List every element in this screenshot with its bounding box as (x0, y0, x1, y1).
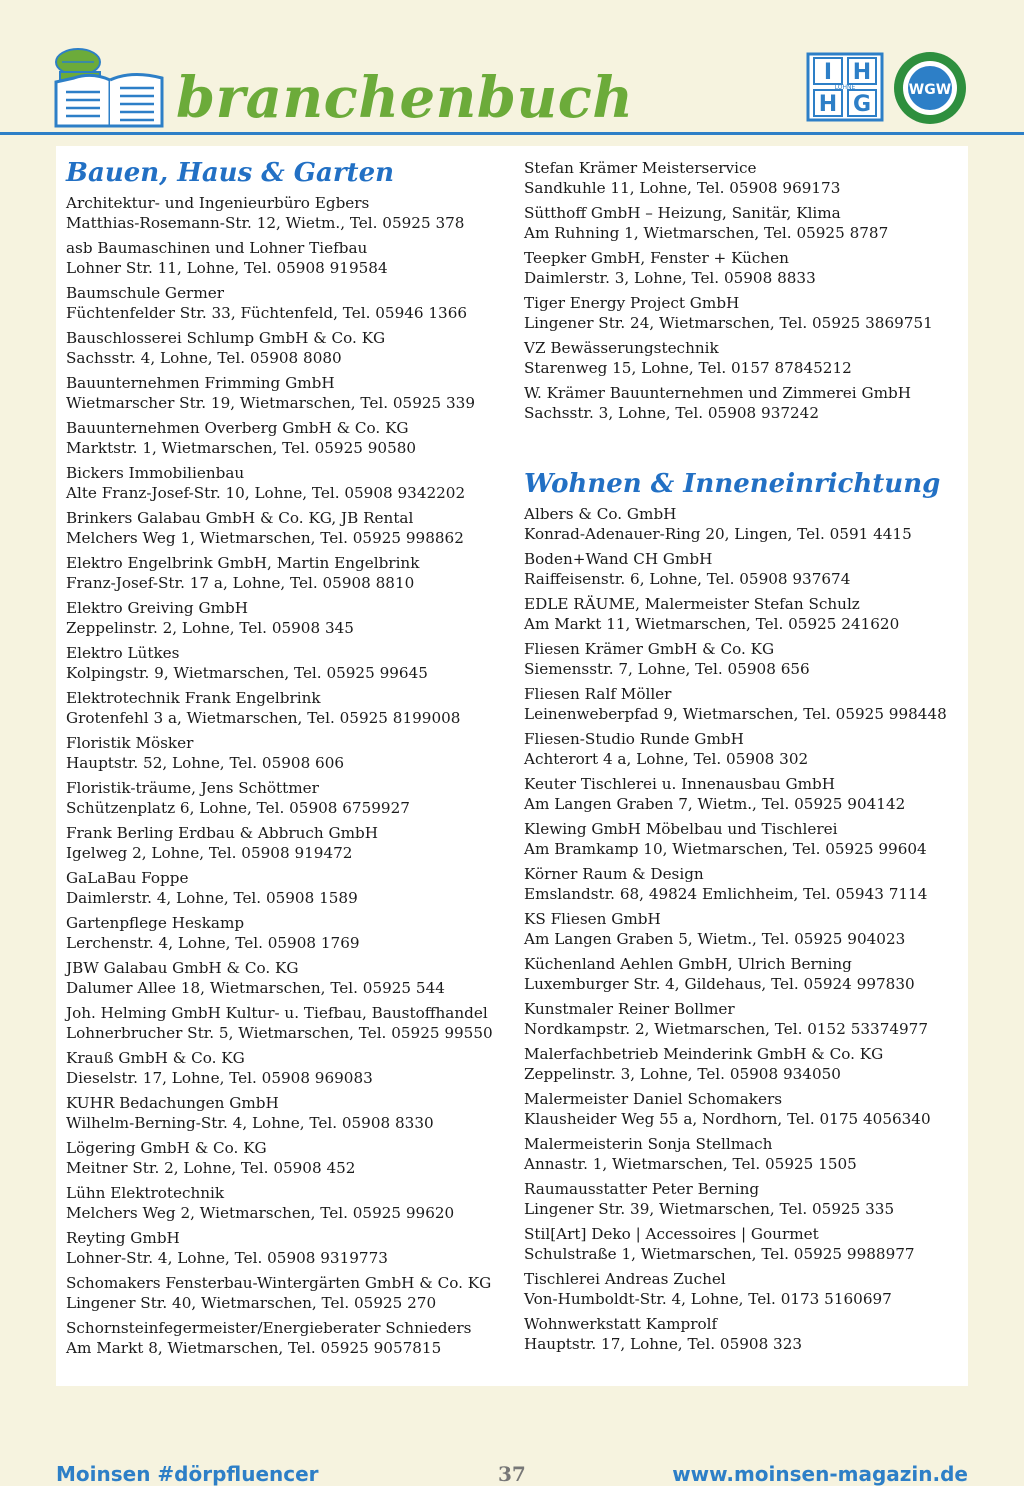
directory-entry (524, 910, 964, 949)
directory-entry (524, 384, 964, 423)
entry-address: Lingener Str. 40, Wietmarschen, Tel. 05925 270 (66, 1293, 437, 1312)
entry-address: Grotenfehl 3 a, Wietmarschen, Tel. 05925 8199008 (66, 708, 461, 727)
entry-address: Schützenplatz 6, Lohne, Tel. 05908 6759927 (66, 798, 410, 817)
entry-name: Schornsteinfegermeister/Energieberater Schnieders (66, 1319, 472, 1337)
page-title: branchenbuch (176, 65, 634, 131)
header-divider (0, 132, 1024, 135)
entry-name: KUHR Bedachungen GmbH (66, 1094, 279, 1112)
ihhg-logo (806, 52, 884, 122)
entry-name: Baumschule Germer (66, 284, 224, 302)
entry-name: Malerfachbetrieb Meinderink GmbH & Co. KG (524, 1045, 884, 1063)
entry-name: JBW Galabau GmbH & Co. KG (66, 959, 299, 977)
directory-entry (66, 194, 506, 233)
entry-name: VZ Bewässerungstechnik (524, 339, 719, 357)
entry-name: Gartenpflege Heskamp (66, 914, 245, 932)
directory-entry (524, 1180, 964, 1219)
directory-entry (524, 550, 964, 589)
directory-entry (524, 505, 964, 544)
entry-address: Füchtenfelder Str. 33, Füchtenfeld, Tel. 05946 1366 (66, 303, 468, 322)
entry-address: Siemensstr. 7, Lohne, Tel. 05908 656 (524, 659, 810, 678)
directory-entry (66, 959, 506, 998)
entry-name: Fliesen Krämer GmbH & Co. KG (524, 640, 775, 658)
entry-name: W. Krämer Bauunternehmen und Zimmerei GmbH (524, 384, 911, 402)
entry-list-bauen-continued (524, 159, 964, 423)
entry-name: Lühn Elektrotechnik (66, 1184, 225, 1202)
directory-entry (66, 1004, 506, 1043)
wgw-logo (892, 50, 968, 126)
directory-entry (66, 1139, 506, 1178)
entry-address: Lohnerbrucher Str. 5, Wietmarschen, Tel. 05925 99550 (66, 1023, 493, 1042)
entry-list-wohnen (524, 505, 964, 1354)
section-title-bauen: Bauen, Haus & Garten (66, 158, 395, 188)
directory-entry (66, 1184, 506, 1223)
directory-entry (66, 824, 506, 863)
directory-entry (524, 1000, 964, 1039)
entry-address: Franz-Josef-Str. 17 a, Lohne, Tel. 05908 8810 (66, 573, 415, 592)
entry-name: Bauschlosserei Schlump GmbH & Co. KG (66, 329, 386, 347)
entry-name: Albers & Co. GmbH (524, 505, 677, 523)
entry-name: GaLaBau Foppe (66, 869, 189, 887)
entry-address: Lingener Str. 39, Wietmarschen, Tel. 05925 335 (524, 1199, 895, 1218)
directory-entry (66, 1049, 506, 1088)
section-title-wohnen: Wohnen & Inneneinrichtung (524, 469, 941, 499)
entry-address: Am Markt 8, Wietmarschen, Tel. 05925 9057815 (66, 1338, 442, 1357)
entry-name: Wohnwerkstatt Kamprolf (524, 1315, 718, 1333)
entry-address: Igelweg 2, Lohne, Tel. 05908 919472 (66, 843, 353, 862)
entry-name: Boden+Wand CH GmbH (524, 550, 713, 568)
entry-name: EDLE RÄUME, Malermeister Stefan Schulz (524, 595, 860, 613)
entry-name: Reyting GmbH (66, 1229, 180, 1247)
entry-name: Klewing GmbH Möbelbau und Tischlerei (524, 820, 838, 838)
book-icon (52, 48, 170, 128)
ihhg-letter-3: H (818, 92, 838, 117)
entry-address: Schulstraße 1, Wietmarschen, Tel. 05925 9988977 (524, 1244, 915, 1263)
entry-address: Am Bramkamp 10, Wietmarschen, Tel. 05925 99604 (524, 839, 927, 858)
entry-address: Dieselstr. 17, Lohne, Tel. 05908 969083 (66, 1068, 373, 1087)
ihhg-letter-4: G (852, 92, 872, 117)
entry-name: Elektro Engelbrink GmbH, Martin Engelbrink (66, 554, 420, 572)
entry-name: Elektro Greiving GmbH (66, 599, 248, 617)
entry-address: Am Langen Graben 7, Wietm., Tel. 05925 904142 (524, 794, 906, 813)
entry-name: Kunstmaler Reiner Bollmer (524, 1000, 735, 1018)
entry-name: Elektrotechnik Frank Engelbrink (66, 689, 321, 707)
directory-entry (524, 339, 964, 378)
entry-address: Von-Humboldt-Str. 4, Lohne, Tel. 0173 5160697 (524, 1289, 892, 1308)
directory-entry (524, 775, 964, 814)
entry-name: Floristik-träume, Jens Schöttmer (66, 779, 319, 797)
entry-address: Wilhelm-Berning-Str. 4, Lohne, Tel. 05908 8330 (66, 1113, 434, 1132)
entry-address: Am Langen Graben 5, Wietm., Tel. 05925 904023 (524, 929, 906, 948)
directory-entry (524, 204, 964, 243)
directory-entry (66, 869, 506, 908)
directory-entry (524, 1270, 964, 1309)
directory-entry (66, 284, 506, 323)
entry-address: Melchers Weg 1, Wietmarschen, Tel. 05925 998862 (66, 528, 464, 547)
directory-entry (66, 1094, 506, 1133)
entry-address: Alte Franz-Josef-Str. 10, Lohne, Tel. 05908 9342202 (66, 483, 466, 502)
entry-name: Schomakers Fensterbau-Wintergärten GmbH & Co. KG (66, 1274, 492, 1292)
entry-address: Leinenweberpfad 9, Wietmarschen, Tel. 05925 998448 (524, 704, 947, 723)
entry-address: Luxemburger Str. 4, Gildehaus, Tel. 05924 997830 (524, 974, 915, 993)
directory-entry (524, 1225, 964, 1264)
entry-name: Stil[Art] Deko | Accessoires | Gourmet (524, 1225, 819, 1243)
entry-address: Klausheider Weg 55 a, Nordhorn, Tel. 0175 4056340 (524, 1109, 931, 1128)
entry-address: Annastr. 1, Wietmarschen, Tel. 05925 1505 (524, 1154, 857, 1173)
entry-name: Küchenland Aehlen GmbH, Ulrich Berning (524, 955, 852, 973)
entry-name: Lögering GmbH & Co. KG (66, 1139, 267, 1157)
entry-list-bauen (66, 194, 506, 1358)
entry-address: Kolpingstr. 9, Wietmarschen, Tel. 05925 99645 (66, 663, 428, 682)
entry-name: Körner Raum & Design (524, 865, 704, 883)
footer-brand: Moinsen #dörpfluencer (56, 1462, 319, 1486)
entry-name: Bauunternehmen Overberg GmbH & Co. KG (66, 419, 409, 437)
entry-name: Sütthoff GmbH – Heizung, Sanitär, Klima (524, 204, 841, 222)
entry-address: Matthias-Rosemann-Str. 12, Wietm., Tel. 05925 378 (66, 213, 465, 232)
entry-address: Sachsstr. 3, Lohne, Tel. 05908 937242 (524, 403, 820, 422)
entry-address: Nordkampstr. 2, Wietmarschen, Tel. 0152 53374977 (524, 1019, 929, 1038)
directory-entry (524, 865, 964, 904)
directory-entry (66, 464, 506, 503)
entry-address: Marktstr. 1, Wietmarschen, Tel. 05925 90580 (66, 438, 417, 457)
entry-name: Bauunternehmen Frimming GmbH (66, 374, 335, 392)
directory-entry (524, 249, 964, 288)
directory-entry (66, 554, 506, 593)
directory-entry (66, 914, 506, 953)
directory-entry (524, 685, 964, 724)
directory-entry (524, 595, 964, 634)
entry-name: Teepker GmbH, Fenster + Küchen (524, 249, 789, 267)
entry-name: Architektur- und Ingenieurbüro Egbers (66, 194, 370, 212)
entry-address: Konrad-Adenauer-Ring 20, Lingen, Tel. 0591 4415 (524, 524, 912, 543)
directory-entry (66, 1274, 506, 1313)
page-header (0, 0, 1024, 140)
entry-address: Raiffeisenstr. 6, Lohne, Tel. 05908 937674 (524, 569, 851, 588)
entry-name: Fliesen Ralf Möller (524, 685, 672, 703)
entry-address: Zeppelinstr. 3, Lohne, Tel. 05908 934050 (524, 1064, 841, 1083)
directory-entry (66, 779, 506, 818)
entry-address: Meitner Str. 2, Lohne, Tel. 05908 452 (66, 1158, 356, 1177)
directory-entry (66, 1229, 506, 1268)
entry-address: Am Markt 11, Wietmarschen, Tel. 05925 241620 (524, 614, 900, 633)
wgw-logo-text: WGW (908, 82, 952, 98)
entry-name: Brinkers Galabau GmbH & Co. KG, JB Rental (66, 509, 414, 527)
directory-entry (524, 955, 964, 994)
entry-address: Starenweg 15, Lohne, Tel. 0157 87845212 (524, 358, 852, 377)
directory-entry (66, 374, 506, 413)
entry-name: Frank Berling Erdbau & Abbruch GmbH (66, 824, 378, 842)
directory-entry (524, 1090, 964, 1129)
directory-entry (66, 599, 506, 638)
entry-address: Dalumer Allee 18, Wietmarschen, Tel. 05925 544 (66, 978, 445, 997)
directory-entry (66, 734, 506, 773)
entry-address: Lohner-Str. 4, Lohne, Tel. 05908 9319773 (66, 1248, 388, 1267)
entry-address: Am Ruhning 1, Wietmarschen, Tel. 05925 8787 (524, 223, 889, 242)
entry-address: Hauptstr. 17, Lohne, Tel. 05908 323 (524, 1334, 803, 1353)
entry-address: Emslandstr. 68, 49824 Emlichheim, Tel. 05943 7114 (524, 884, 928, 903)
entry-name: Keuter Tischlerei u. Innenausbau GmbH (524, 775, 836, 793)
entry-name: asb Baumaschinen und Lohner Tiefbau (66, 239, 368, 257)
entry-name: Malermeisterin Sonja Stellmach (524, 1135, 773, 1153)
directory-entry (524, 640, 964, 679)
entry-name: Malermeister Daniel Schomakers (524, 1090, 783, 1108)
directory-content (56, 146, 968, 1386)
directory-entry (524, 1135, 964, 1174)
page-number: 37 (498, 1462, 526, 1486)
directory-entry (66, 509, 506, 548)
entry-name: Bickers Immobilienbau (66, 464, 245, 482)
directory-entry (524, 1045, 964, 1084)
entry-address: Achterort 4 a, Lohne, Tel. 05908 302 (524, 749, 809, 768)
entry-address: Daimlerstr. 4, Lohne, Tel. 05908 1589 (66, 888, 358, 907)
entry-address: Lohner Str. 11, Lohne, Tel. 05908 919584 (66, 258, 388, 277)
entry-address: Melchers Weg 2, Wietmarschen, Tel. 05925 99620 (66, 1203, 455, 1222)
directory-entry (66, 689, 506, 728)
entry-address: Hauptstr. 52, Lohne, Tel. 05908 606 (66, 753, 345, 772)
entry-name: Tischlerei Andreas Zuchel (524, 1270, 726, 1288)
directory-entry (524, 820, 964, 859)
entry-name: Elektro Lütkes (66, 644, 180, 662)
entry-name: Krauß GmbH & Co. KG (66, 1049, 245, 1067)
entry-address: Zeppelinstr. 2, Lohne, Tel. 05908 345 (66, 618, 354, 637)
directory-entry (66, 1319, 506, 1358)
entry-name: KS Fliesen GmbH (524, 910, 661, 928)
entry-name: Fliesen-Studio Runde GmbH (524, 730, 744, 748)
directory-entry (66, 419, 506, 458)
ihhg-letter-1: I (823, 60, 833, 85)
directory-entry (66, 644, 506, 683)
directory-entry (524, 730, 964, 769)
entry-name: Stefan Krämer Meisterservice (524, 159, 757, 177)
entry-address: Sachsstr. 4, Lohne, Tel. 05908 8080 (66, 348, 342, 367)
directory-entry (66, 239, 506, 278)
entry-address: Daimlerstr. 3, Lohne, Tel. 05908 8833 (524, 268, 816, 287)
column-left (66, 146, 506, 1364)
entry-address: Sandkuhle 11, Lohne, Tel. 05908 969173 (524, 178, 841, 197)
column-right (524, 146, 964, 1360)
ihhg-letter-2: H (852, 60, 872, 85)
directory-entry (66, 329, 506, 368)
directory-entry (524, 1315, 964, 1354)
directory-entry (524, 294, 964, 333)
ihhg-logo-text: LOHNE (834, 84, 856, 91)
directory-entry (524, 159, 964, 198)
footer-website-link[interactable]: www.moinsen-magazin.de (672, 1462, 968, 1486)
entry-address: Wietmarscher Str. 19, Wietmarschen, Tel. 05925 339 (66, 393, 475, 412)
entry-address: Lingener Str. 24, Wietmarschen, Tel. 05925 3869751 (524, 313, 933, 332)
entry-name: Floristik Mösker (66, 734, 194, 752)
entry-name: Joh. Helming GmbH Kultur- u. Tiefbau, Baustoffhandel (66, 1004, 488, 1022)
entry-name: Raumausstatter Peter Berning (524, 1180, 760, 1198)
entry-address: Lerchenstr. 4, Lohne, Tel. 05908 1769 (66, 933, 360, 952)
entry-name: Tiger Energy Project GmbH (524, 294, 740, 312)
